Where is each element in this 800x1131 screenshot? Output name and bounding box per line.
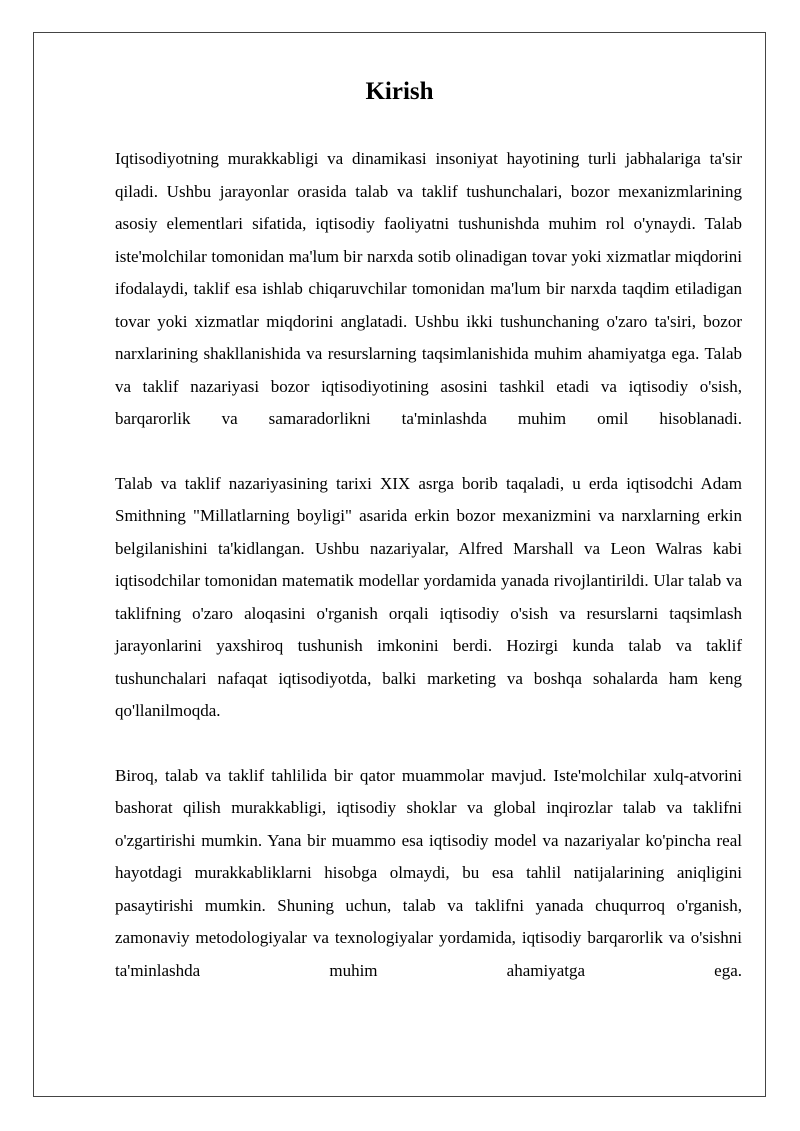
page-title: Kirish (365, 78, 434, 105)
document-body (115, 143, 742, 1019)
paragraph: Iqtisodiyotning murakkabligi va dinamikasi insoniyat hayotining turli jabhalariga ta'sir qiladi. Ushbu jarayonlar orasida talab va taklif tushunchalari, bozor mexanizmlarining asosiy elementlari sifatida, iqtisodiy faoliyatni tushunishda muhim rol o'ynaydi. Talab iste'molchilar tomonidan ma'lum bir narxda sotib olinadigan tovar yoki xizmatlar miqdorini ifodalaydi, taklif esa ishlab chiqaruvchilar tomonidan ma'lum bir narxda taqdim etiladigan tovar yoki xizmatlar miqdorini anglatadi. Ushbu ikki tushunchaning o'zaro ta'siri, bozor narxlarining shakllanishida va resurslarning taqsimlanishida muhim ahamiyatga ega. Talab va taklif nazariyasi bozor iqtisodiyotining asosini tashkil etadi va iqtisodiy o'sish, barqarorlik va samaradorlikni ta'minlashda muhim omil hisoblanadi. (115, 149, 742, 428)
paragraph: Talab va taklif nazariyasining tarixi XIX asrga borib taqaladi, u erda iqtisodchi Adam Smithning "Millatlarning boyligi" asarida erkin bozor mexanizmini va narxlarning erkin belgilanishini ta'kidlangan. Ushbu nazariyalar, Alfred Marshall va Leon Walras kabi iqtisodchilar tomonidan matematik modellar yordamida yanada rivojlantirildi. Ular talab va taklifning o'zaro aloqasini o'rganish orqali iqtisodiy o'sish va resurslarni taqsimlash jarayonlarini yaxshiroq tushunish imkonini berdi. Hozirgi kunda talab va taklif tushunchalari nafaqat iqtisodiyotda, balki marketing va boshqa sohalarda ham keng qo'llanilmoqda. (115, 473, 742, 720)
paragraph: Biroq, talab va taklif tahlilida bir qator muammolar mavjud. Iste'molchilar xulq-atvorini bashorat qilish murakkabligi, iqtisodiy shoklar va global inqirozlar talab va taklifni o'zgartirishi mumkin. Yana bir muammo esa iqtisodiy model va nazariyalar ko'pincha real hayotdagi murakkabliklarni hisobga olmaydi, bu esa tahlil natijalarining aniqligini pasaytirishi mumkin. Shuning uchun, talab va taklifni yanada chuqurroq o'rganish, zamonaviy metodologiyalar va texnologiyalar yordamida, iqtisodiy barqarorlik va o'sishni ta'minlashda muhim ahamiyatga ega. (115, 765, 742, 980)
